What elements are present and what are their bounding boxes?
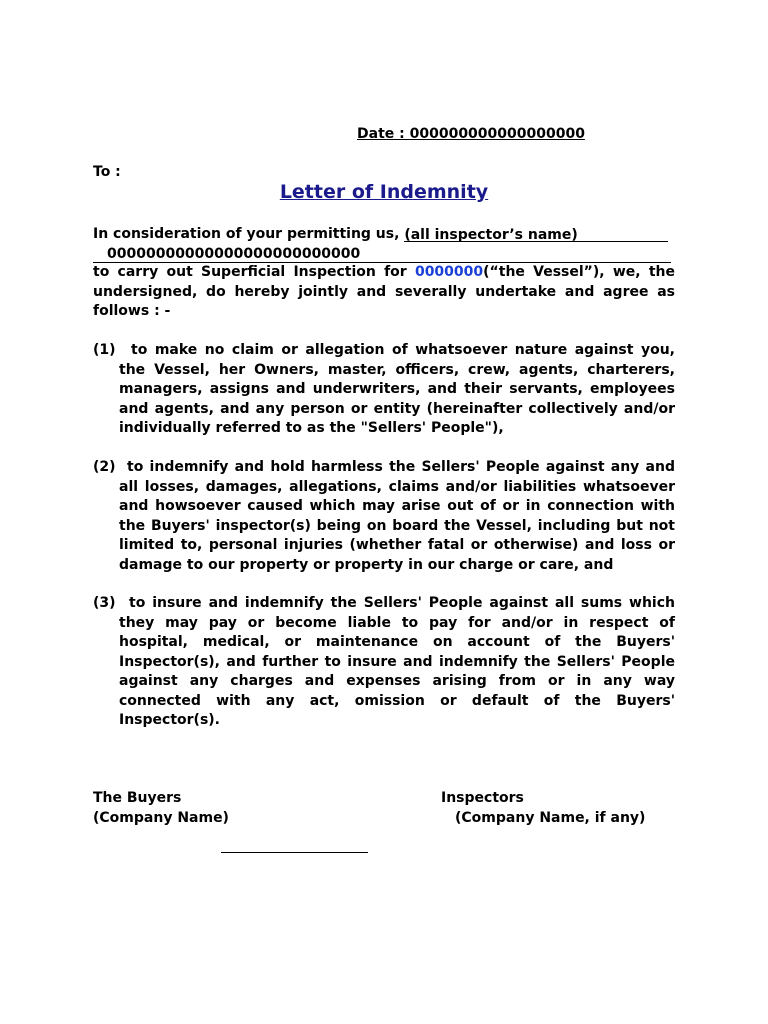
inspector-name-placeholder: (all inspector’s name): [404, 227, 578, 243]
document-title: Letter of Indemnity: [279, 181, 489, 203]
inspectors-label: Inspectors: [441, 790, 524, 806]
date-line: [357, 126, 585, 142]
buyers-label: The Buyers: [93, 790, 182, 806]
list-item-2: [93, 458, 675, 575]
buyers-company: (Company Name): [93, 810, 229, 826]
list-item-3: [93, 594, 675, 731]
consideration-line: [93, 226, 668, 242]
intro-text-before: to carry out Superficial Inspection for: [93, 264, 415, 280]
to-label: To :: [93, 164, 121, 180]
item-text: to insure and indemnify the Sellers' People against all sums which they may pay or become liable to pay for and/or in respect of hospital, medical, or maintenance on account of the Buyers' Inspector(s), and further to insure and indemnify the Sellers' People against any charges and expenses arising from or in any way connected with any act, omission or default of the Buyers' Inspector(s).: [119, 595, 675, 728]
vessel-code: 0000000: [414, 264, 484, 280]
inspector-name-field: [404, 227, 668, 242]
date-value: 000000000000000000: [409, 126, 585, 142]
inspectors-company: (Company Name, if any): [455, 810, 646, 826]
item-number: (2): [93, 459, 116, 475]
zeros-line: [93, 246, 671, 263]
intro-text-after: (“the Vessel”), we, the undersigned, do hereby jointly and severally undertake and agree as follows : -: [93, 264, 675, 319]
intro-paragraph: [93, 263, 675, 322]
list-item-1: [93, 341, 675, 439]
item-number: (3): [93, 595, 116, 611]
signature-line: [221, 852, 368, 853]
item-number: (1): [93, 342, 116, 358]
consideration-prefix: In consideration of your permitting us,: [93, 226, 405, 242]
item-text: to indemnify and hold harmless the Sellers' People against any and all losses, damages, allegations, claims and/or liabilities whatsoever and howsoever caused which may arise out of or in connection with the Buyers' inspector(s) being on board the Vessel, including but not limited to, personal injuries (whether fatal or otherwise) and loss or damage to our property or property in our charge or care, and: [119, 459, 675, 573]
zeros-value: 00000000000000000000000000: [93, 246, 671, 263]
date-label: Date :: [357, 126, 410, 142]
item-text: to make no claim or allegation of whatsoever nature against you, the Vessel, her Owners, master, officers, crew, agents, charterers, managers, assigns and underwriters, and their servants, employees and agents, and any person or entity (hereinafter collectively and/or individually referred to as the "Sellers' People"),: [119, 342, 675, 436]
